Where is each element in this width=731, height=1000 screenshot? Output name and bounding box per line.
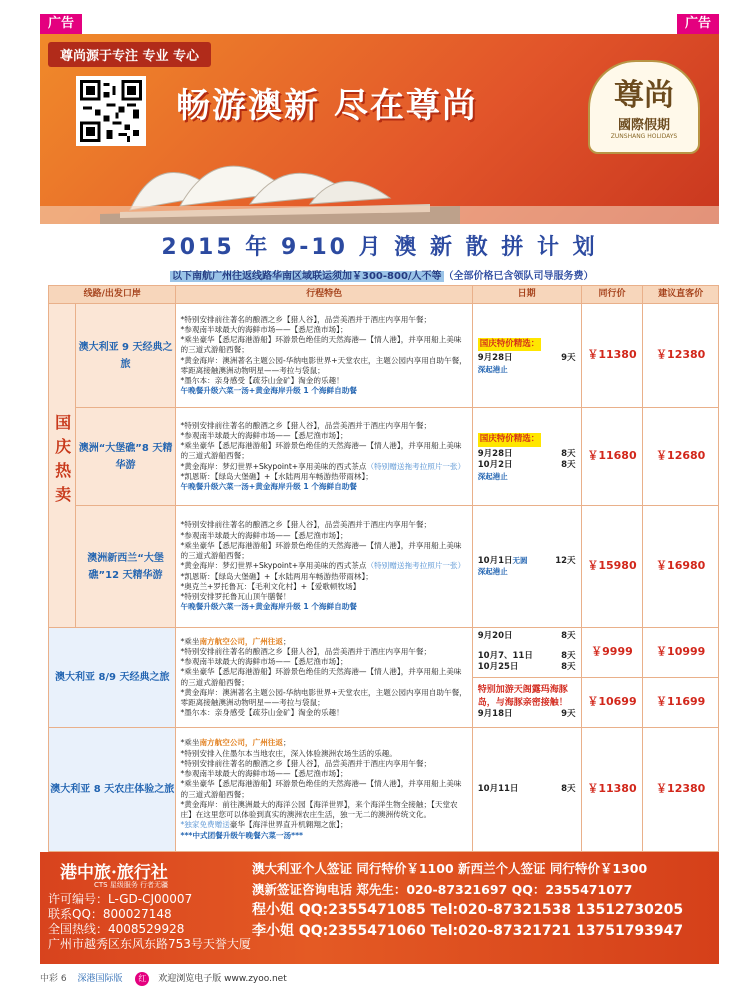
- date-row: [478, 449, 576, 460]
- ad-label-left: 广告: [40, 14, 82, 34]
- banner-title: 畅游澳新 尽在尊尚: [176, 86, 478, 126]
- contact-footer: [40, 852, 719, 964]
- itinerary-line: *凯恩斯：【绿岛大堡礁】+【水陆两用车畅游热带雨林】；: [180, 571, 373, 581]
- route-name: 澳洲“大堡礁”8 天精华游: [75, 408, 176, 506]
- gift-note: *独家免费赠送: [180, 820, 230, 830]
- table-row: [49, 506, 719, 628]
- depart-note: 深起港止: [477, 364, 508, 374]
- logo-main: 尊尚: [614, 78, 674, 113]
- date: 10月11日: [477, 783, 519, 794]
- itinerary-line: *乘坐豪华【悉尼海港游船】环游景色绝佳的天然海港—【情人港】，并享用船上美味的三道式游船西餐；: [180, 540, 462, 561]
- days: 9天: [561, 353, 576, 364]
- itinerary-line: [180, 637, 467, 647]
- date-cell: [472, 678, 581, 728]
- peer-price: ￥10699: [581, 678, 643, 728]
- route-name: 澳大利亚 8/9 天经典之旅: [49, 628, 176, 728]
- itinerary-text: *黄金海岸：梦幻世界+Skypoint+享用美味的西式茶点: [180, 561, 367, 571]
- meal-upgrade: 午晚餐升级六菜一汤+黄金海岸升级 1 个海鲜自助餐: [180, 482, 357, 492]
- route-name: 澳洲新西兰“大堡礁”12 天精华游: [75, 506, 176, 628]
- contact-cheng[interactable]: 程小姐 QQ:2355471085 Tel:020-87321538 13512730205: [252, 902, 684, 918]
- itinerary-text: *乘坐: [180, 738, 200, 748]
- advert-page: [40, 34, 719, 964]
- retail-price: ￥11699: [643, 678, 719, 728]
- date: 10月2日: [477, 460, 513, 471]
- col-features: 行程特色: [176, 286, 472, 304]
- depart-note: 深起港止: [477, 471, 508, 481]
- gift-note: （特别赠送拖考拉照片一张）: [366, 461, 466, 471]
- itinerary-line: *奥克兰+罗托鲁瓦：【毛利文化村】+【爱歌顿牧场】: [180, 581, 361, 591]
- col-retail-price: 建议直客价: [643, 286, 719, 304]
- itinerary-line: *参观南半球最大的海鲜市场——【悉尼渔市场】；: [180, 430, 348, 440]
- itinerary-line: [180, 738, 467, 748]
- visa-contacts: [252, 858, 683, 942]
- meal-upgrade: 午晚餐升级六菜一汤+黄金海岸升级 1 个海鲜自助餐: [180, 602, 357, 612]
- itinerary-text: *黄金海岸：梦幻世界+Skypoint+享用美味的西式茶点: [180, 461, 367, 471]
- page-footer: [40, 968, 719, 990]
- notice-highlight: 以下南航广州往返线路华南区域联运须加￥300-800/人不等: [172, 271, 442, 282]
- itinerary: [176, 408, 472, 506]
- license-number: 许可编号：L-GD-CJ00007: [48, 892, 193, 906]
- itinerary: [176, 304, 472, 408]
- date-cell: [472, 628, 581, 678]
- itinerary: [176, 506, 472, 628]
- table-row: [49, 304, 719, 408]
- itinerary-line: *黄金海岸：前往澳洲最大的海洋公园【海洋世界】，来个海洋生物全接触；【天堂农庄】在这里您可以体验到真实的澳洲农庄生活，独一无二的澳洲传统文化。: [180, 799, 458, 819]
- days: 9天: [561, 709, 576, 720]
- days: 12天: [555, 555, 576, 566]
- cts-logo: 港中旅·旅行社: [60, 863, 168, 883]
- notice-rest: （全部价格已含领队司导服务费）: [443, 271, 594, 282]
- itinerary-line: *黄金海岸：澳洲著名主题公园-华纳电影世界+天堂农庄，主题公园内享用自助午餐，零距离接触澳洲动物明星——考拉与袋鼠；: [180, 355, 467, 375]
- edition-name: 深港国际版: [77, 974, 123, 984]
- hotline[interactable]: 全国热线：4008529928: [48, 922, 185, 936]
- retail-price: ￥12680: [643, 408, 719, 506]
- date: 10月1日: [477, 555, 513, 566]
- visa-consult[interactable]: 澳新签证咨询电话 郑先生：020-87321697 QQ：2355471077: [252, 882, 633, 897]
- peer-price: ￥11680: [581, 408, 643, 506]
- itinerary-line: *参观南半球最大的海鲜市场——【悉尼渔市场】；: [180, 530, 348, 540]
- col-route: 线路/出发口岸: [49, 286, 176, 304]
- contact-qq[interactable]: 联系QQ：800027148: [48, 907, 172, 921]
- itinerary-text: ；: [283, 738, 291, 748]
- date-row: [478, 631, 576, 642]
- itinerary-text: *乘坐: [180, 636, 200, 646]
- date-cell: [472, 304, 581, 408]
- itinerary-line: *特别安排前往著名的酿酒之乡【猎人谷】，品尝美酒并于酒庄内享用午餐；: [180, 420, 432, 430]
- address: 广州市越秀区东风东路753号天誉大厦: [48, 937, 251, 951]
- agency-info: [48, 892, 251, 952]
- date-with-extra: [478, 556, 528, 567]
- days: 8天: [561, 448, 576, 459]
- special-tag: 国庆特价精选：: [478, 433, 542, 446]
- retail-price: ￥12380: [643, 304, 719, 408]
- itinerary-line: *特别安排前往著名的酿酒之乡【猎人谷】，品尝美酒并于酒庄内享用午餐；: [180, 314, 432, 324]
- itinerary: [176, 628, 472, 728]
- itinerary-line: *墨尔本：亲身感受【疏芬山金矿】淘金的乐趣！: [180, 376, 344, 385]
- date-row: [478, 651, 576, 662]
- date: 9月18日: [477, 709, 513, 720]
- meal-upgrade: 午晚餐升级六菜一汤+黄金海岸升级 1 个海鲜自助餐: [180, 386, 357, 396]
- banner-band: [40, 206, 719, 224]
- date-row: [478, 460, 576, 471]
- peer-price: ￥11380: [581, 304, 643, 408]
- contact-li[interactable]: 李小姐 QQ:2355471060 Tel:020-87321721 13751793947: [252, 923, 684, 939]
- visa-prices: 澳大利亚个人签证 同行特价￥1100 新西兰个人签证 同行特价￥1300: [252, 861, 648, 876]
- itinerary: [176, 728, 472, 852]
- date-row: [478, 353, 576, 364]
- special-offer: 特别加游天阁露玛海豚岛，与海豚亲密接触！: [477, 685, 568, 708]
- meal-upgrade: ***中式团餐升级午晚餐六菜一汤***: [180, 830, 304, 840]
- itinerary-line: *特别安排前往著名的酿酒之乡【猎人谷】，品尝美酒并于酒庄内享用午餐；: [180, 520, 432, 530]
- date-cell: [472, 408, 581, 506]
- itinerary-line: *乘坐豪华【悉尼海港游船】环游景色绝佳的天然海港—【情人港】，并享用船上美味的三道式游船西餐；: [180, 667, 462, 687]
- itinerary-line: *特别安排前往著名的酿酒之乡【猎人谷】，品尝美酒并于酒庄内享用午餐；: [180, 758, 432, 768]
- airline-note: 南方航空公司，广州往返: [199, 738, 283, 748]
- itinerary-line: *凯恩斯：【绿岛大堡礁】+【水陆两用车畅游热带雨林】；: [180, 471, 373, 481]
- depart-note: 深起港止: [477, 567, 508, 577]
- date: 10月25日: [477, 662, 519, 673]
- retail-price: ￥10999: [643, 628, 719, 678]
- itinerary-line: *墨尔本：亲身感受【疏芬山金矿】淘金的乐趣！: [180, 708, 344, 718]
- website-link[interactable]: 欢迎浏览电子版 www.zyoo.net: [158, 974, 287, 984]
- itinerary-line: *参观南半球最大的海鲜市场——【悉尼渔市场】；: [180, 324, 348, 334]
- ad-label-right: 广告: [677, 14, 719, 34]
- airline-note: 南方航空公司，广州往返: [199, 636, 283, 646]
- date: 9月28日: [477, 353, 513, 364]
- itinerary-line: *黄金海岸：澳洲著名主题公园-华纳电影世界+天堂农庄，主题公园内享用自助午餐，零距离接触澳洲动物明星——考拉与袋鼠；: [180, 687, 467, 707]
- logo-en: ZUNSHANG HOLIDAYS: [610, 133, 678, 140]
- date-row: [478, 784, 576, 795]
- tour-table: [48, 285, 719, 852]
- red-badge-icon: 红: [135, 972, 149, 986]
- date-cell: [472, 728, 581, 852]
- itinerary-line: *乘坐豪华【悉尼海港游船】环游景色绝佳的天然海港—【情人港】，并享用船上美味的三道式游船西餐；: [180, 441, 462, 461]
- itinerary-line: *特别安排入住墨尔本当地农庄，深入体验澳洲农场生活的乐趣。: [180, 748, 397, 758]
- itinerary-text: 豪华【海洋世界直升机翱翔之旅】；: [229, 820, 348, 830]
- itinerary-line: *特别安排前往著名的酿酒之乡【猎人谷】，品尝美酒并于酒庄内享用午餐；: [180, 646, 432, 656]
- date-row: [478, 662, 576, 673]
- date: 10月7、11日: [477, 650, 533, 661]
- retail-price: ￥16980: [643, 506, 719, 628]
- date-cell: [472, 506, 581, 628]
- retail-price: ￥12380: [643, 728, 719, 852]
- itinerary-line: *乘坐豪华【悉尼海港游船】环游景色绝佳的天然海港—【情人港】，并享用船上美味的三道式游船西餐；: [180, 335, 462, 355]
- date: 9月20日: [477, 631, 513, 642]
- peer-price: ￥11380: [581, 728, 643, 852]
- page-number: 中彩 6: [40, 974, 67, 984]
- days: 8天: [561, 631, 576, 642]
- plan-title: 2015 年 9-10 月 澳 新 散 拼 计 划: [161, 235, 598, 260]
- slogan: 尊尚源于专注 专业 专心: [48, 42, 211, 67]
- zunshang-logo: [588, 60, 700, 154]
- price-notice: [170, 267, 719, 282]
- itinerary-line: *参观南半球最大的海鲜市场——【悉尼渔市场】；: [180, 657, 348, 666]
- col-peer-price: 同行价: [581, 286, 643, 304]
- days: 8天: [561, 783, 576, 794]
- peer-price: ￥15980: [581, 506, 643, 628]
- date-row: [478, 556, 576, 567]
- special-tag: 国庆特价精选：: [478, 338, 542, 351]
- col-date: 日期: [472, 286, 581, 304]
- group-label-text: 国庆热卖: [52, 413, 72, 510]
- group-label: [49, 304, 76, 628]
- date-row: [478, 709, 576, 720]
- table-header-row: [49, 286, 719, 304]
- banner: [40, 34, 719, 224]
- table-row: [49, 628, 719, 678]
- cts-tagline: CTS 星级服务 行者无疆: [94, 881, 169, 889]
- days: 8天: [561, 460, 576, 471]
- itinerary-line: [180, 561, 467, 571]
- peer-price: ￥9999: [581, 628, 643, 678]
- logo-sub: 國際假期: [617, 118, 670, 133]
- itinerary-line: *特别安排罗托鲁瓦山顶午膳餐！: [180, 592, 291, 602]
- days: 8天: [561, 662, 576, 673]
- route-name: 澳大利亚 8 天农庄体验之旅: [49, 728, 176, 852]
- route-name: 澳大利亚 9 天经典之旅: [75, 304, 176, 408]
- date-extra: 无圆: [512, 555, 528, 565]
- gift-note: （特别赠送拖考拉照片一张）: [366, 561, 466, 571]
- itinerary-line: [180, 462, 467, 472]
- date: 9月28日: [477, 448, 513, 459]
- itinerary-text: ；: [283, 636, 291, 646]
- itinerary-line: [180, 820, 467, 830]
- table-row: [49, 408, 719, 506]
- itinerary-line: *参观南半球最大的海鲜市场——【悉尼渔市场】；: [180, 769, 348, 778]
- itinerary-line: *乘坐豪华【悉尼海港游船】环游景色绝佳的天然海港—【情人港】，并享用船上美味的三道式游船西餐；: [180, 779, 462, 799]
- table-row: [49, 728, 719, 852]
- days: 8天: [561, 650, 576, 661]
